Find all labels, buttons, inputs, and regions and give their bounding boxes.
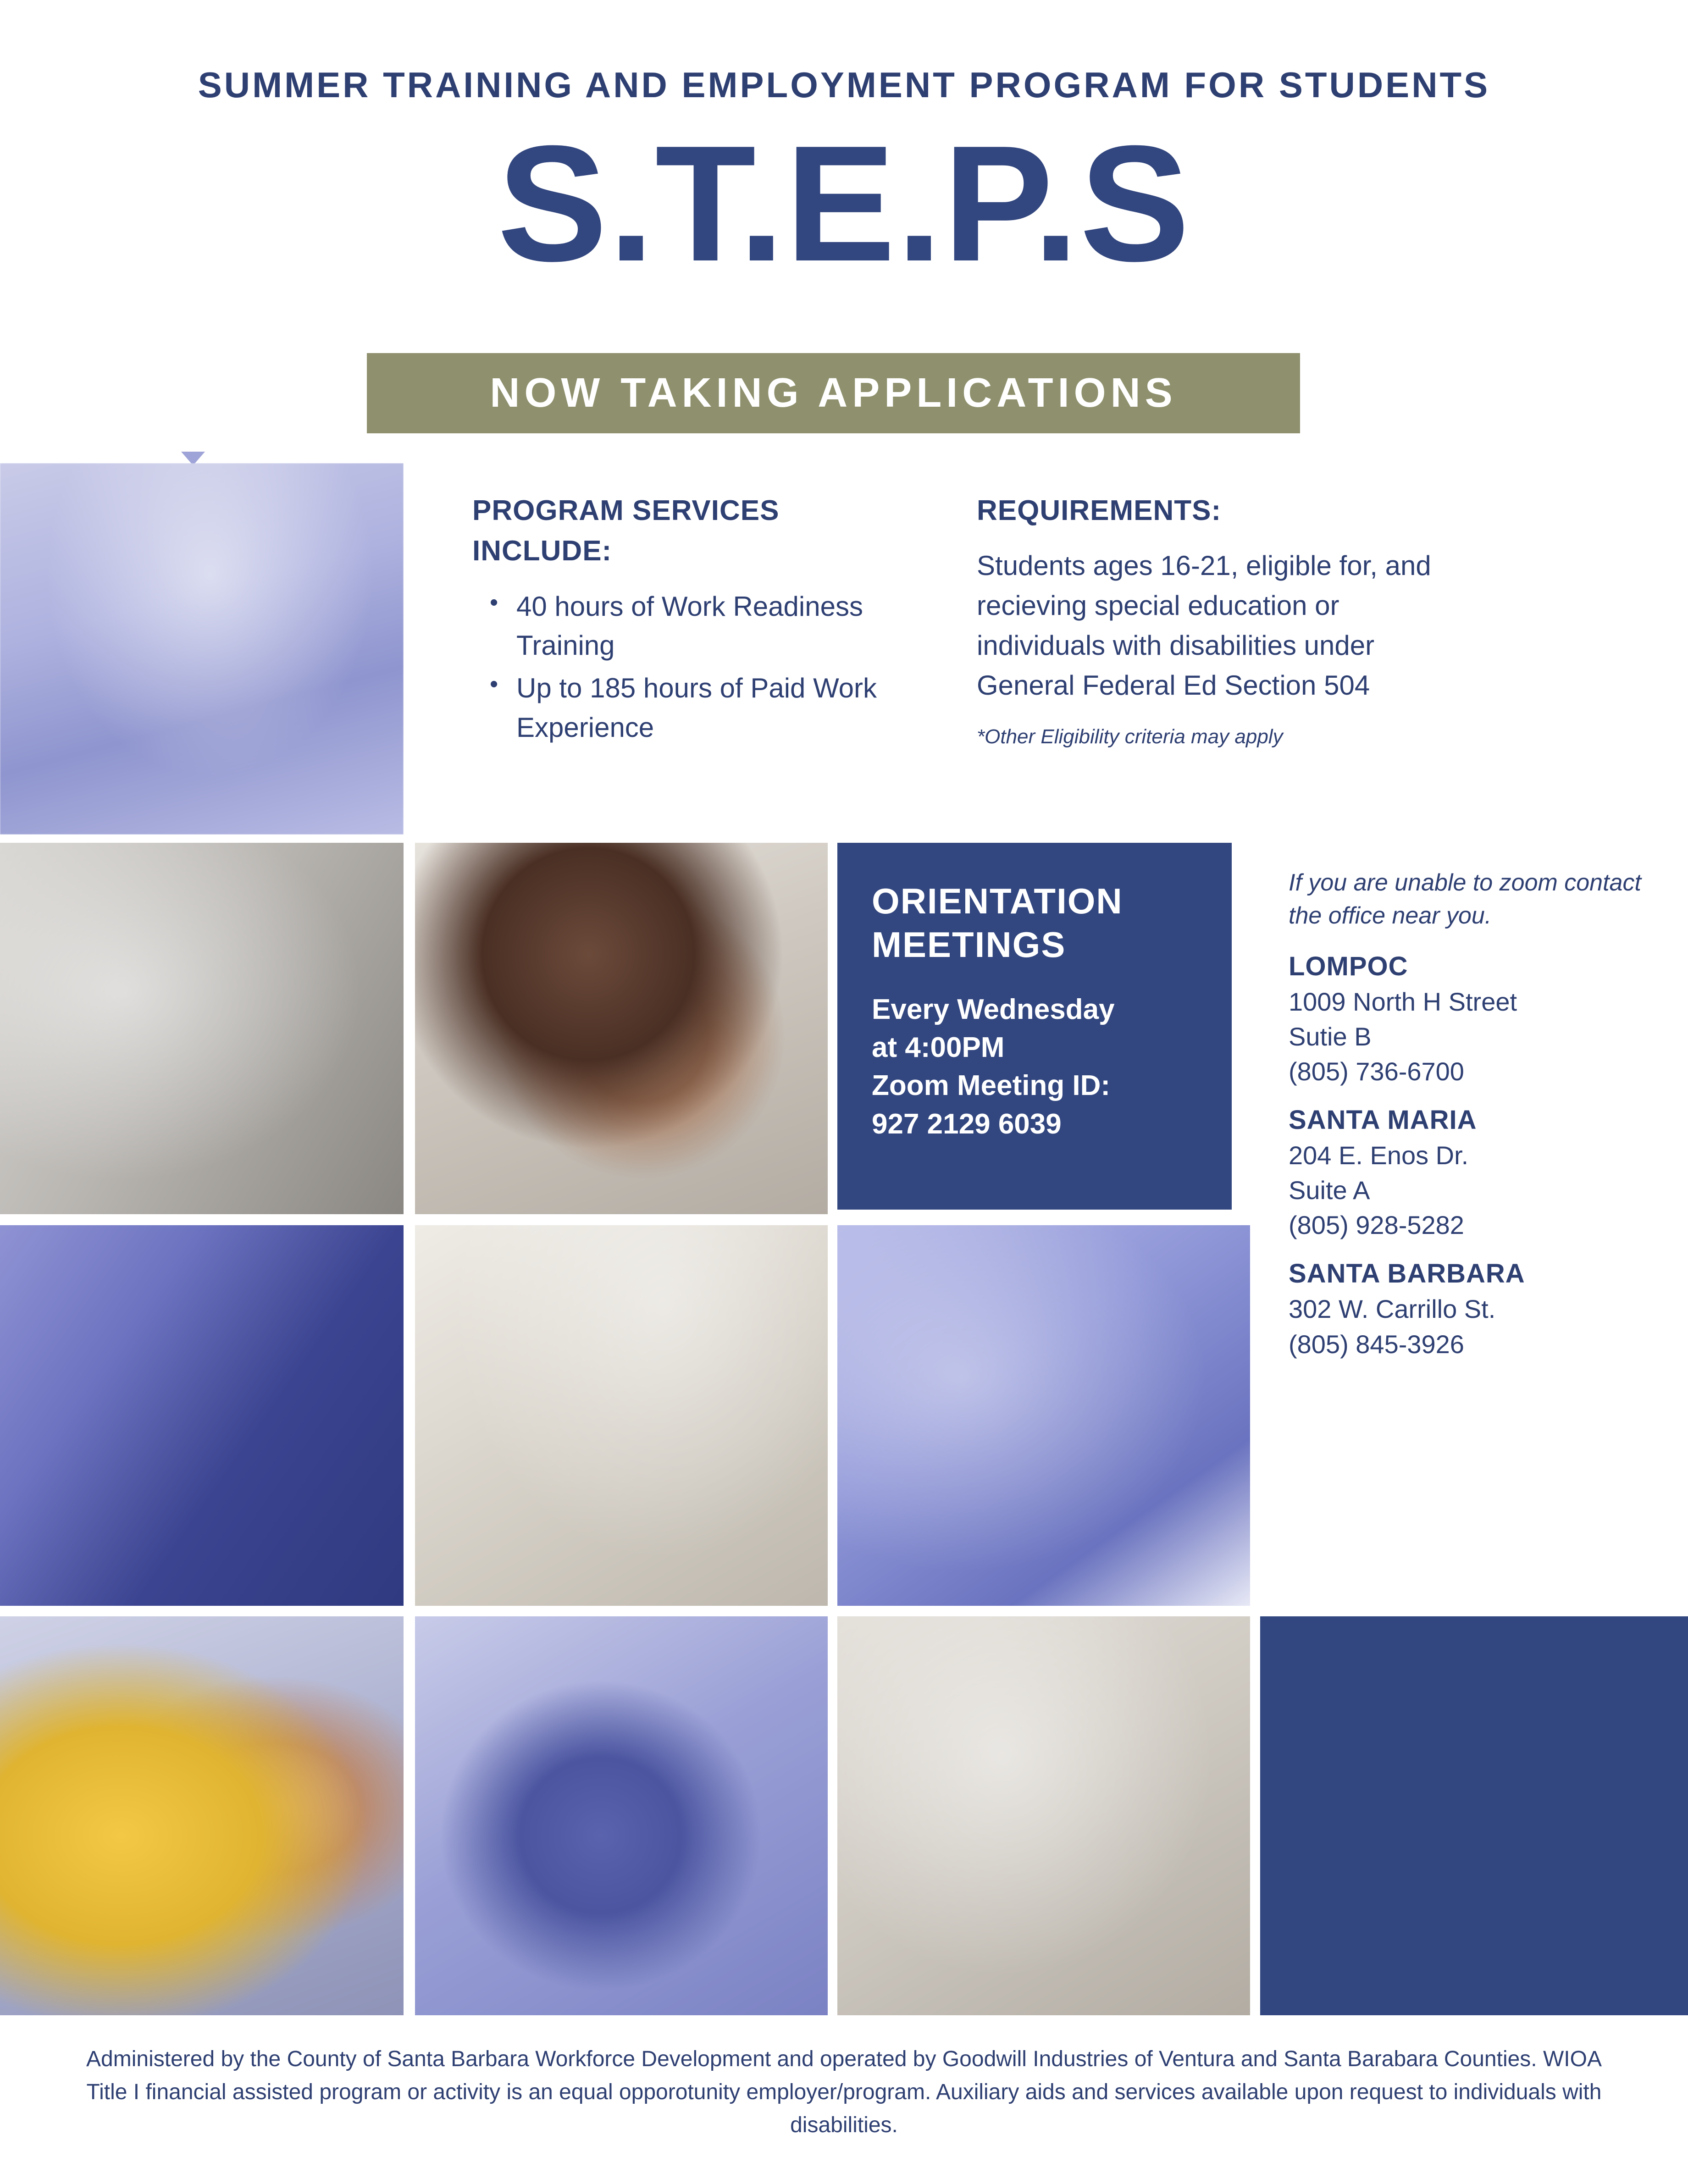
photo-blue-binder-image bbox=[0, 1225, 404, 1606]
photo-collared-shirt bbox=[415, 1225, 828, 1606]
photo-blue-person-image bbox=[837, 1225, 1250, 1606]
photo-desk-scene-image bbox=[837, 1616, 1250, 2015]
program-services-heading-line1: PROGRAM SERVICES bbox=[472, 495, 780, 526]
orientation-day: Every Wednesday bbox=[872, 994, 1115, 1026]
program-services-heading bbox=[472, 491, 958, 571]
photo-tablet-hands-image bbox=[415, 1616, 828, 2015]
footer-disclaimer: Administered by the County of Santa Barbara Workforce Development and operated by Goodwill Industries of Ventura and Santa Barabara Counties. WIOA Title I financial assisted program or activity is an equal opporotunity employer/program. Auxiliary aids and services available upon request to individuals with disabilities. bbox=[86, 2047, 1602, 2137]
orientation-zoom-label: Zoom Meeting ID: bbox=[872, 1070, 1111, 1102]
office-address-line1: 302 W. Carrillo St. bbox=[1289, 1294, 1496, 1324]
requirements-heading: REQUIREMENTS: bbox=[977, 495, 1222, 526]
photo-tablet-hands bbox=[415, 1616, 828, 2015]
program-services-list bbox=[472, 587, 958, 747]
photo-collared-shirt-image bbox=[415, 1225, 828, 1606]
office-phone[interactable]: (805) 736-6700 bbox=[1289, 1056, 1464, 1086]
office-name: SANTA MARIA bbox=[1289, 1105, 1477, 1135]
orientation-zoom-id: 927 2129 6039 bbox=[872, 1108, 1062, 1140]
page-kicker: SUMMER TRAINING AND EMPLOYMENT PROGRAM FOR STUDENTS bbox=[198, 65, 1490, 105]
office-lompoc bbox=[1289, 951, 1655, 1089]
photo-student-portrait-image bbox=[415, 843, 828, 1214]
banner-label: NOW TAKING APPLICATIONS bbox=[490, 370, 1177, 416]
photo-yellow-jacket bbox=[0, 1616, 404, 2015]
photo-gray-architecture bbox=[0, 843, 404, 1214]
photo-navy-block bbox=[1260, 1616, 1688, 2015]
office-name: LOMPOC bbox=[1289, 951, 1408, 981]
program-services-heading-line2: INCLUDE: bbox=[472, 535, 612, 567]
program-services-section bbox=[472, 491, 958, 751]
orientation-meetings-box bbox=[837, 843, 1232, 1210]
contacts-note: If you are unable to zoom contact the office near you. bbox=[1289, 869, 1641, 929]
photo-navy-block-image bbox=[1260, 1616, 1688, 2015]
requirements-note: *Other Eligibility criteria may apply bbox=[977, 725, 1283, 748]
photo-yellow-jacket-image bbox=[0, 1616, 404, 2015]
page-title: S.T.E.P.S bbox=[497, 111, 1191, 296]
photo-desk-scene bbox=[837, 1616, 1250, 2015]
photo-student-portrait bbox=[415, 843, 828, 1214]
office-phone[interactable]: (805) 845-3926 bbox=[1289, 1329, 1464, 1359]
office-address-line1: 1009 North H Street bbox=[1289, 987, 1517, 1016]
photo-building-image bbox=[0, 463, 404, 835]
office-address-line2: Sutie B bbox=[1289, 1022, 1372, 1051]
office-address-line1: 204 E. Enos Dr. bbox=[1289, 1140, 1469, 1170]
office-name: SANTA BARBARA bbox=[1289, 1259, 1525, 1289]
office-phone[interactable]: (805) 928-5282 bbox=[1289, 1211, 1464, 1240]
requirements-section bbox=[977, 491, 1463, 748]
office-address-line2: Suite A bbox=[1289, 1176, 1370, 1205]
photo-blue-person bbox=[837, 1225, 1250, 1606]
photo-blue-binder bbox=[0, 1225, 404, 1606]
orientation-details bbox=[872, 990, 1200, 1143]
requirements-body: Students ages 16-21, eligible for, and recieving special education or individuals with disabilities under General Federal Ed Section 504 bbox=[977, 550, 1431, 701]
applications-banner bbox=[367, 353, 1300, 433]
office-santa-maria bbox=[1289, 1105, 1655, 1243]
orientation-heading-line1: ORIENTATION bbox=[872, 881, 1123, 921]
list-item: • Up to 185 hours of Paid Work Experience bbox=[472, 669, 958, 746]
contacts-section bbox=[1289, 867, 1655, 1362]
office-santa-barbara bbox=[1289, 1258, 1655, 1361]
orientation-time: at 4:00PM bbox=[872, 1032, 1005, 1064]
orientation-heading-line2: MEETINGS bbox=[872, 924, 1066, 965]
orientation-heading bbox=[872, 879, 1200, 967]
list-item: • 40 hours of Work Readiness Training bbox=[472, 587, 958, 665]
photo-gray-architecture-image bbox=[0, 843, 404, 1214]
photo-building bbox=[0, 463, 404, 835]
